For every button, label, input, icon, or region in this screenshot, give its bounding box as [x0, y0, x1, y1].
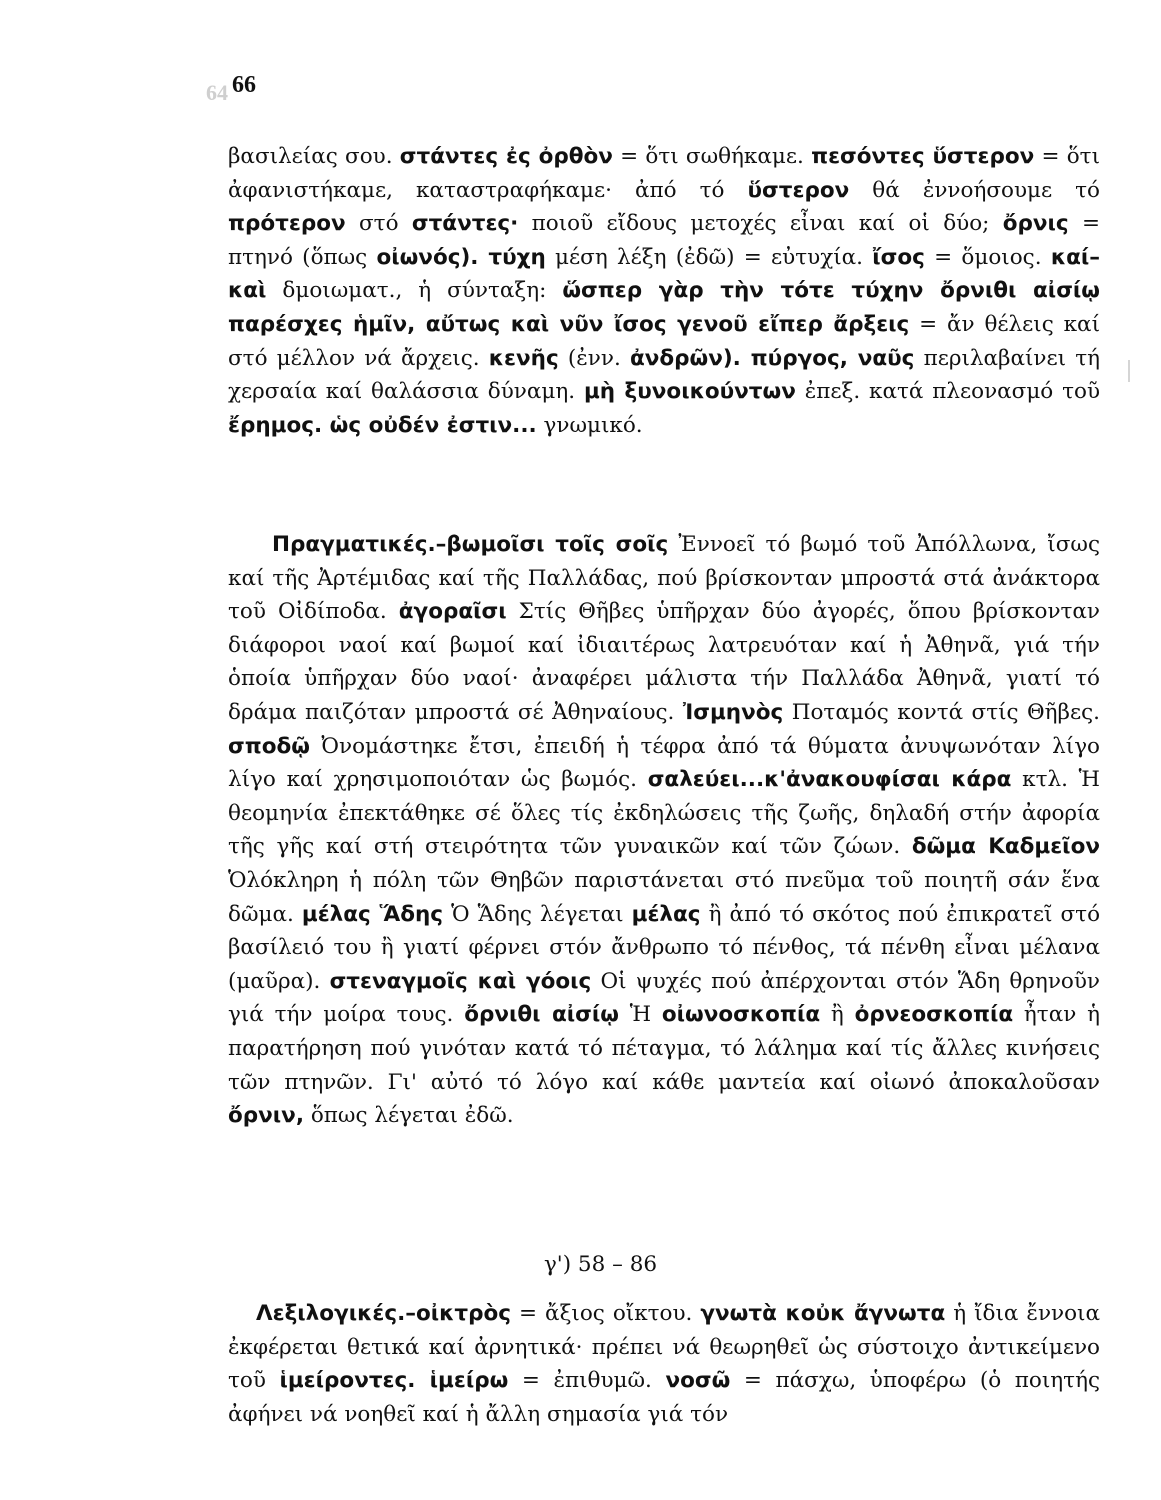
- text-run: ὅπως λέγεται ἐδῶ.: [304, 1103, 514, 1129]
- lemma: μέλας Ἅδης: [301, 901, 444, 927]
- lemma: γνωτὰ κοὐκ ἄγνωτα: [700, 1301, 946, 1326]
- lemma: μὴ ξυνοικούντων: [583, 379, 796, 405]
- page-number: 66: [232, 72, 256, 98]
- text-run: ἢ: [820, 1002, 855, 1028]
- lemma: ὕστερον: [747, 177, 850, 203]
- paragraph-lexilogikes: [228, 1297, 1100, 1431]
- lemma: Ἰσμηνὸς: [682, 699, 784, 725]
- text-run: = πτηνό (ὅπως: [228, 211, 1100, 270]
- text-run: στό: [345, 211, 412, 237]
- lemma: ἀνδρῶν). πύργος, ναῦς: [629, 345, 915, 371]
- lemma: στεναγμοῖς καὶ γόοις: [329, 968, 592, 994]
- paragraph-commentary-end: [228, 140, 1100, 442]
- text-run: Οἱ ψυχές πού ἀπέρχονται στόν Ἅδη θρηνοῦν γιά τήν μοίρα τους.: [228, 968, 1100, 1028]
- lemma: πρότερον: [228, 211, 346, 237]
- text-run: Ὀνομάστηκε ἔτσι, ἐπειδή ἡ τέφρα ἀπό τά θύματα ἀνυψωνόταν λίγο λίγο καί χρησιμοποιόταν ὡς βωμός.: [228, 733, 1100, 793]
- text-run: ἐπεξ. κατά πλεονασμό τοῦ: [795, 379, 1101, 405]
- text-run: γνωμικό.: [536, 412, 643, 438]
- text-run: περιλαβαίνει τή χερσαία καί θαλάσσια δύναμη.: [228, 345, 1101, 405]
- text-run: = ὅμοιος.: [924, 244, 1051, 270]
- text-run: Ἡ: [618, 1002, 662, 1028]
- lemma: ὄρνιν,: [228, 1103, 304, 1129]
- lemma: ἔρημος. ὡς οὐδέν ἐστιν...: [228, 412, 537, 438]
- lemma: μέλας: [631, 901, 701, 927]
- lemma: οἰωνοσκοπία: [661, 1002, 821, 1028]
- text-run: βασιλείας σου.: [228, 144, 400, 169]
- lemma: ἴσος: [872, 244, 925, 270]
- text-run: = ἄξιος οἴκτου.: [511, 1301, 701, 1326]
- lemma: νοσῶ: [665, 1368, 731, 1394]
- lemma: καί–καὶ: [228, 244, 1100, 304]
- lemma: ὥσπερ γὰρ τὴν τότε τύχην ὄρνιθι αἰσίῳ παρέσχες ἡμῖν, αὔτως καὶ νῦν ἴσος γενοῦ εἴπερ ἄρξεις: [228, 278, 1100, 337]
- bleed-through-page-number: 64: [206, 80, 228, 105]
- text-run: = ἐπιθυμῶ.: [508, 1368, 666, 1394]
- lemma: οἰωνός). τύχη: [376, 244, 546, 270]
- text-run: ποιοῦ εἴδους μετοχές εἶναι καί οἱ δύο;: [518, 211, 1003, 237]
- lemma: δῶμα Καδμεῖον: [911, 834, 1100, 860]
- text-run: Ποταμός κοντά στίς Θῆβες.: [783, 699, 1100, 725]
- text-run: Ὁλόκληρη ἡ πόλη τῶν Θηβῶν παριστάνεται στό πνεῦμα τοῦ ποιητῆ σάν ἕνα δῶμα.: [228, 867, 1100, 927]
- lemma: σποδῷ: [228, 733, 310, 759]
- text-run: = ἄν θέλεις καί στό μέλλον νά ἄρχεις.: [228, 311, 1100, 371]
- lemma: ὄρνις: [1002, 211, 1069, 237]
- lemma: πεσόντες ὕστερον: [811, 144, 1035, 169]
- text-run: = ὅτι σωθήκαμε.: [612, 144, 812, 169]
- text-run: ἦταν ἡ παρατήρηση πού γινόταν κατά τό πέταγμα, τό λάλημα καί τίς ἄλλες κινήσεις τῶν πτηνῶν. Γι' αὐτό τό λόγο καί κάθε μαντεία καί οἰωνό ἀποκαλοῦσαν: [228, 1002, 1100, 1095]
- lemma: ἀγοραῖσι: [398, 599, 507, 625]
- text-run: Ἐννοεῖ τό βωμό τοῦ Ἀπόλλωνα, ἴσως καί τῆς Ἀρτέμιδας καί τῆς Παλλάδας, πού βρίσκονταν μπροστά στά ἀνάκτορα τοῦ Οἰδίποδα.: [228, 532, 1100, 625]
- lemma: στάντες ἐς ὀρθὸν: [399, 144, 613, 169]
- text-run: Στίς Θῆβες ὑπῆρχαν δύο ἀγορές, ὅπου βρίσκονταν διάφοροι ναοί καί βωμοί καί ἰδιαιτέρως λατρευόταν καί ἡ Ἀθηνᾶ, γιά τήν ὁποία ὑπῆρχαν δύο ναοί· ἀναφέρει μάλιστα τήν Παλλάδα Ἀθηνᾶ, γιατί τό δράμα παιζόταν μπροστά σέ Ἀθηναίους.: [228, 599, 1100, 725]
- text-run: = πάσχω, ὑποφέρω (ὁ ποιητής ἀφήνει νά νοηθεῖ καί ἡ ἄλλη σημασία γιά τόν: [228, 1368, 1100, 1427]
- paragraph-pragmatikes: [228, 528, 1100, 1133]
- lemma: ὀρνεοσκοπία: [854, 1002, 1014, 1028]
- section-label: Πραγματικές.–βωμοῖσι τοῖς σοῖς: [272, 532, 669, 557]
- text-run: κτλ. Ἡ θεομηνία ἐπεκτάθηκε σέ ὅλες τίς ἐκδηλώσεις τῆς ζωῆς, δηλαδή στήν ἀφορία τῆς γῆς καί στή στειρότητα τῶν γυναικῶν καί τῶν ζώων.: [228, 767, 1100, 860]
- lemma: κενῆς: [488, 345, 559, 371]
- lemma: ἱμείροντες. ἱμείρω: [279, 1368, 509, 1394]
- text-run: ἢ ἀπό τό σκότος πού ἐπικρατεῖ στό βασίλειό του ἢ γιατί φέρνει στόν ἄνθρωπο τό πένθος, τά πένθη εἶναι μέλανα (μαῦρα).: [228, 901, 1101, 994]
- lemma: στάντες·: [411, 211, 519, 237]
- section-heading: γ') 58 – 86: [543, 1252, 658, 1277]
- text-run: (ἐνν.: [558, 345, 630, 371]
- text-run: = ὅτι ἀφανιστήκαμε, καταστραφήκαμε· ἀπό τό: [228, 144, 1100, 203]
- section-label: Λεξιλογικές.–οἰκτρὸς: [256, 1301, 512, 1326]
- text-run: Ὁ Ἅδης λέγεται: [443, 901, 632, 927]
- text-run: ἡ ἴδια ἔννοια ἐκφέρεται θετικά καί ἀρνητικά· πρέπει νά θεωρηθεῖ ὡς σύστοιχο ἀντικείμενο τοῦ: [228, 1301, 1101, 1394]
- bleed-through-mark: [1128, 360, 1130, 382]
- lemma: σαλεύει...κ'ἀνακουφίσαι κάρα: [647, 767, 1012, 793]
- text-run: δμοιωματ., ἡ σύνταξη:: [266, 278, 563, 304]
- lemma: ὄρνιθι αἰσίῳ: [464, 1002, 619, 1028]
- text-run: μέση λέξη (ἐδῶ) = εὐτυχία.: [545, 244, 873, 270]
- text-run: θά ἐννοήσουμε τό: [849, 177, 1101, 203]
